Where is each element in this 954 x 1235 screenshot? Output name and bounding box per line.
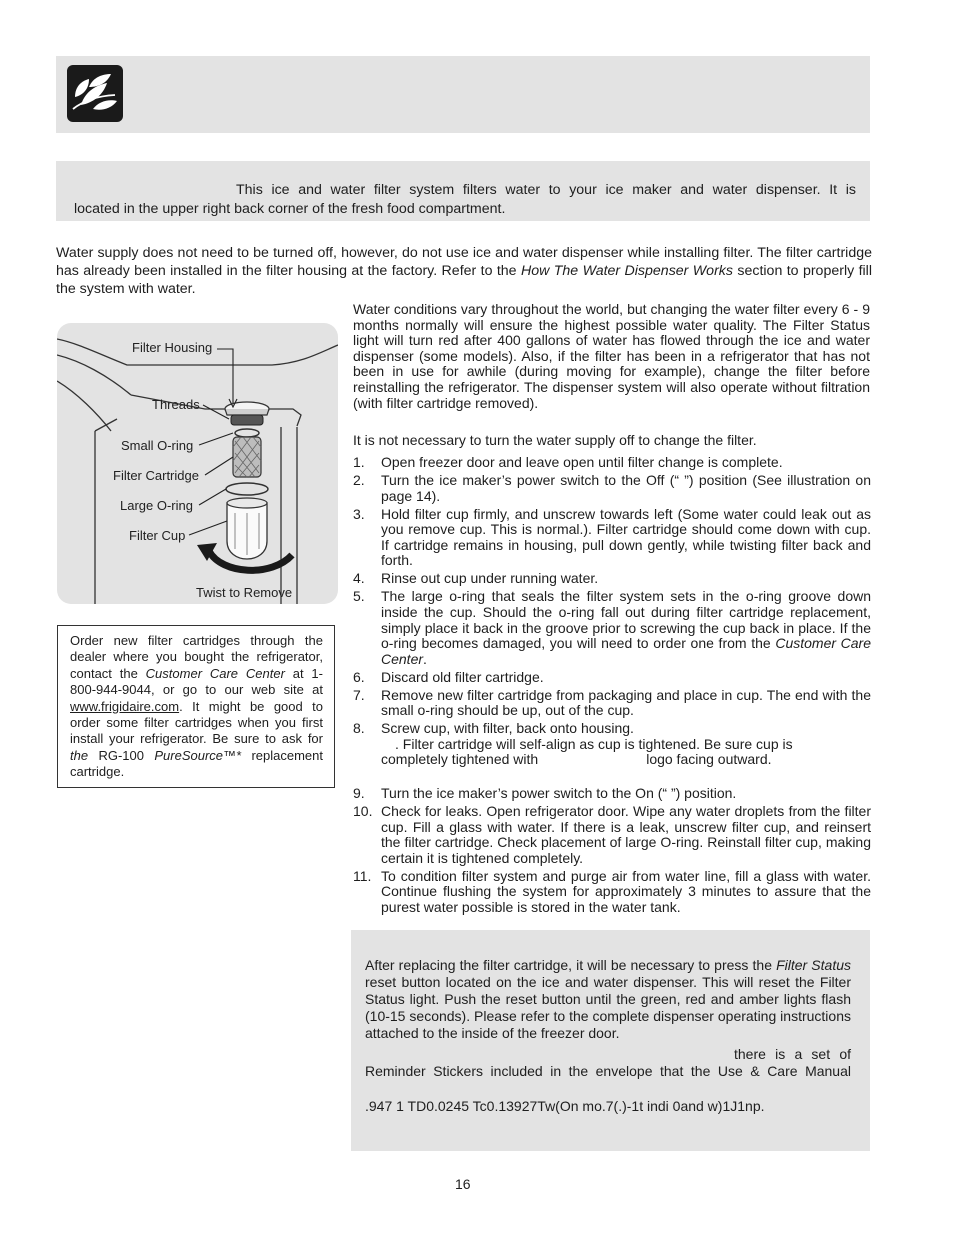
leaf-logo xyxy=(67,65,123,122)
step-number: 4. xyxy=(353,570,365,587)
reset-italic: Filter Status xyxy=(776,957,851,973)
step-number: 8. xyxy=(353,720,365,737)
step-number: 7. xyxy=(353,686,365,703)
step-1 xyxy=(353,455,871,471)
step-number: 9. xyxy=(353,785,365,802)
step-text-line-3a: completely tightened with xyxy=(381,751,539,768)
step-text: The large o-ring that seals the filter system sets in the o-ring groove down inside the cup. Should the o-ring fall out during filter cartridge replacement, simply place it back in the groove prior to screwing the cup back in place. If the o-ring becomes damaged, you will need to order one from the xyxy=(381,588,871,652)
label-threads: Threads xyxy=(152,397,200,412)
website-link[interactable]: www.frigidaire.com xyxy=(70,698,180,714)
step-text: Hold filter cup firmly, and unscrew towards left (Some water could leak out as you remove cup. This is normal.). Filter cartridge should come down with cup. If cartridge remains in housing, pull down gently, while twisting filter back and forth. xyxy=(381,505,871,569)
step-text: Turn the ice maker’s power switch to the Off (“ ”) position (See illustration on page 14). xyxy=(381,471,871,504)
supply-text-2: section to properly fill the system with water. xyxy=(56,263,872,297)
step-number: 6. xyxy=(353,668,365,685)
order-text-3: . It might be good to order some filter cartridges when you first install your refrigerator. Be sure to ask for xyxy=(70,698,323,747)
step-number: 3. xyxy=(353,505,365,522)
step-text: Rinse out cup under running water. xyxy=(381,570,599,587)
label-small-oring: Small O-ring xyxy=(121,438,194,453)
step-number: 10. xyxy=(353,803,373,819)
step-text: Check for leaks. Open refrigerator door. Wipe any water droplets from the filter cup. Fill a glass with water. If there is a leak, unscrew filter cup, and reinsert the filter cartridge. Check placement of large O-ring. Reinstall filter cup, making certain it is tightened completely. xyxy=(381,803,871,866)
reset-text-2: reset button located on the ice and water dispenser. This will reset the Filter Status light. Push the reset button until the green, red and amber lights flash (10-15 seconds). Please refer to the complete dispenser operating instructions attached to the inside of the freezer door. xyxy=(365,974,851,1041)
supply-paragraph xyxy=(56,244,872,298)
order-italic-3: PureSource™* xyxy=(154,747,242,763)
reset-paragraph xyxy=(365,957,851,1042)
intro-paragraph xyxy=(74,181,856,219)
header-band xyxy=(56,56,870,133)
reset-reminder-line-2: Reminder Stickers included in the envelope that the Use & Care Manual xyxy=(365,1063,851,1079)
reset-reminder-line-1: there is a set of xyxy=(734,1046,851,1062)
page-number: 16 xyxy=(455,1176,471,1192)
step-text: Remove new filter cartridge from packaging and place in cup. The end with the small o-ring should be up, out of the cup. xyxy=(381,686,871,719)
steps-list xyxy=(353,455,871,918)
step-8 xyxy=(353,721,871,768)
step-text: Open freezer door and leave open until filter change is complete. xyxy=(381,454,783,470)
order-italic-1: Customer Care Center xyxy=(145,665,285,681)
intro-line-2: located in the upper right back corner of the fresh food compartment. xyxy=(74,201,506,217)
step-text-line-2: . Filter cartridge will self-align as cup is tightened. Be sure cup is xyxy=(395,735,793,752)
step-text-line-1: Screw cup, with filter, back onto housing. xyxy=(381,720,634,737)
step-text: Discard old filter cartridge. xyxy=(381,668,544,685)
reset-text-1: After replacing the filter cartridge, it will be necessary to press the xyxy=(365,957,777,973)
step-7 xyxy=(353,688,871,719)
step-text-end: . xyxy=(423,650,427,667)
order-italic-2: the xyxy=(70,747,89,763)
order-text-1: Order new filter cartridges through the dealer where you bought the refrigerator, contact the xyxy=(70,633,323,681)
step-number: 2. xyxy=(353,471,365,488)
step-10 xyxy=(353,804,871,866)
step-text: To condition filter system and purge air from water line, fill a glass with water. Continue flushing the system for approximately 3 minutes to assure that the purest water possible is stored in the water tank. xyxy=(381,867,871,915)
intro-line-1: This ice and water filter system filters water to your ice maker and water dispenser. It is xyxy=(236,182,856,198)
step-text-line-3b: logo facing outward. xyxy=(646,751,772,768)
step-6 xyxy=(353,670,871,686)
not-necessary-text: It is not necessary to turn the water supply off to change the filter. xyxy=(353,432,757,448)
supply-text-1: Water supply does not need to be turned off, however, do not use ice and water dispenser while installing filter. The filter cartridge has already been installed in the filter housing at the factory. Refer to the xyxy=(56,245,872,279)
filter-diagram xyxy=(57,323,338,604)
order-text-4: RG-100 xyxy=(88,747,155,763)
reset-reminder xyxy=(365,1046,851,1080)
garbled-text: .947 1 TD0.0245 Tc0.13927Tw(On mo.7(.)-1t indi 0and w)1J1np. xyxy=(365,1098,765,1114)
order-text-5: replacement cartridge. xyxy=(70,747,323,780)
filter-illustration xyxy=(57,323,338,604)
step-text: Turn the ice maker’s power switch to the On (“ ”) position. xyxy=(381,785,737,802)
label-large-oring: Large O-ring xyxy=(120,498,193,513)
step-number: 5. xyxy=(353,588,365,605)
order-text-2: at 1-800-944-9044, or go to our web site at xyxy=(70,665,323,698)
conditions-paragraph: Water conditions vary throughout the world, but changing the water filter every 6 - 9 months normally will ensure the highest possible water quality. The Filter Status light will turn red after 400 gallons of water has flowed through the ice and water dispenser (some models). Also, if the filter has been in a refrigerator that has not been in use for awhile (during moving for example), change the filter before reinstalling the refrigerator. The dispenser system will also operate without filtration (with filter cartridge removed). xyxy=(353,301,870,411)
leaf-icon xyxy=(67,65,123,122)
label-filter-housing: Filter Housing xyxy=(132,340,213,355)
step-9 xyxy=(353,786,871,802)
step-number: 1. xyxy=(353,454,365,470)
label-filter-cup: Filter Cup xyxy=(129,528,186,543)
step-2 xyxy=(353,473,871,504)
step-3 xyxy=(353,507,871,569)
supply-italic: How The Water Dispenser Works xyxy=(520,263,733,279)
order-paragraph xyxy=(70,633,323,781)
label-twist-to-remove: Twist to Remove xyxy=(196,585,293,600)
label-filter-cartridge: Filter Cartridge xyxy=(113,468,199,483)
step-11 xyxy=(353,869,871,916)
step-italic: Customer Care Center xyxy=(381,635,872,667)
step-5 xyxy=(353,589,871,667)
step-number: 11. xyxy=(353,867,372,884)
step-4 xyxy=(353,571,871,587)
